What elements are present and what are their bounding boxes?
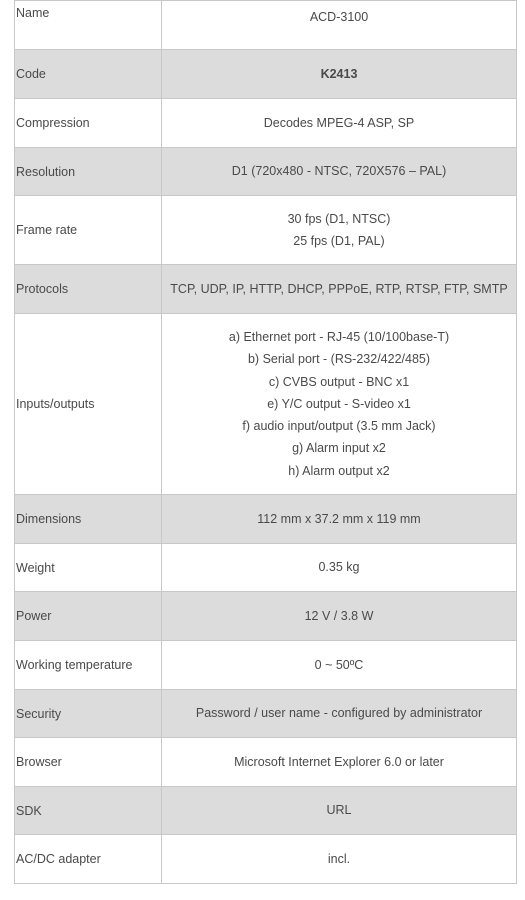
spec-value: b) Serial port - (RS-232/422/485) <box>247 352 431 367</box>
spec-value-cell <box>162 1 517 50</box>
spec-label: AC/DC adapter <box>15 835 162 884</box>
spec-value-cell <box>162 592 517 641</box>
spec-row <box>15 148 517 196</box>
spec-value-cell <box>162 495 517 544</box>
spec-row <box>15 835 517 884</box>
spec-label: Code <box>15 50 162 99</box>
spec-label: Compression <box>15 99 162 148</box>
spec-value-cell <box>162 544 517 592</box>
spec-label: Security <box>15 690 162 738</box>
spec-label: Working temperature <box>15 641 162 690</box>
spec-value: URL <box>326 803 352 818</box>
spec-value-cell <box>162 641 517 690</box>
spec-label: Protocols <box>15 265 162 314</box>
spec-value-cell <box>162 787 517 835</box>
spec-value: f) audio input/output (3.5 mm Jack) <box>242 419 436 434</box>
spec-value: 0 ~ 50ºC <box>314 657 364 672</box>
spec-row <box>15 690 517 738</box>
spec-value-cell <box>162 738 517 787</box>
spec-value: 30 fps (D1, NTSC) <box>287 211 391 226</box>
spec-label: Inputs/outputs <box>15 314 162 495</box>
spec-value-cell <box>162 148 517 196</box>
spec-value: g) Alarm input x2 <box>292 441 386 456</box>
spec-value: Decodes MPEG-4 ASP, SP <box>263 115 415 130</box>
spec-table <box>14 0 517 884</box>
spec-value: incl. <box>327 851 351 866</box>
spec-row <box>15 641 517 690</box>
spec-row <box>15 265 517 314</box>
spec-value: 12 V / 3.8 W <box>304 608 374 623</box>
spec-label: Resolution <box>15 148 162 196</box>
spec-row <box>15 1 517 50</box>
spec-value: TCP, UDP, IP, HTTP, DHCP, PPPoE, RTP, RTSP, FTP, SMTP <box>170 281 508 296</box>
spec-row <box>15 50 517 99</box>
spec-value: 112 mm x 37.2 mm x 119 mm <box>257 511 421 526</box>
spec-row <box>15 314 517 495</box>
spec-row <box>15 99 517 148</box>
spec-value-cell <box>162 265 517 314</box>
spec-value: Microsoft Internet Explorer 6.0 or later <box>234 754 444 769</box>
spec-value: e) Y/C output - S-video x1 <box>267 396 411 411</box>
spec-value: 0.35 kg <box>318 560 360 575</box>
spec-value-cell <box>162 196 517 265</box>
spec-value: D1 (720x480 - NTSC, 720X576 – PAL) <box>231 164 447 179</box>
spec-value-cell <box>162 835 517 884</box>
spec-row <box>15 544 517 592</box>
spec-value: a) Ethernet port - RJ-45 (10/100base-T) <box>228 329 450 344</box>
spec-value-cell <box>162 99 517 148</box>
spec-label: Dimensions <box>15 495 162 544</box>
spec-label: Frame rate <box>15 196 162 265</box>
spec-value: ACD-3100 <box>309 10 369 24</box>
spec-row <box>15 787 517 835</box>
spec-value: h) Alarm output x2 <box>288 463 390 478</box>
spec-row <box>15 495 517 544</box>
spec-row <box>15 592 517 641</box>
spec-value: 25 fps (D1, PAL) <box>293 234 385 248</box>
spec-row <box>15 196 517 265</box>
spec-value-cell <box>162 314 517 495</box>
spec-value-cell <box>162 690 517 738</box>
spec-label: SDK <box>15 787 162 835</box>
spec-label: Power <box>15 592 162 641</box>
spec-value: K2413 <box>320 66 358 81</box>
spec-row <box>15 738 517 787</box>
spec-label: Weight <box>15 544 162 592</box>
spec-value: c) CVBS output - BNC x1 <box>268 374 410 389</box>
spec-label: Browser <box>15 738 162 787</box>
spec-value-cell <box>162 50 517 99</box>
spec-table-body <box>15 1 517 884</box>
spec-value: Password / user name - configured by administrator <box>195 706 483 721</box>
spec-label: Name <box>15 1 162 50</box>
